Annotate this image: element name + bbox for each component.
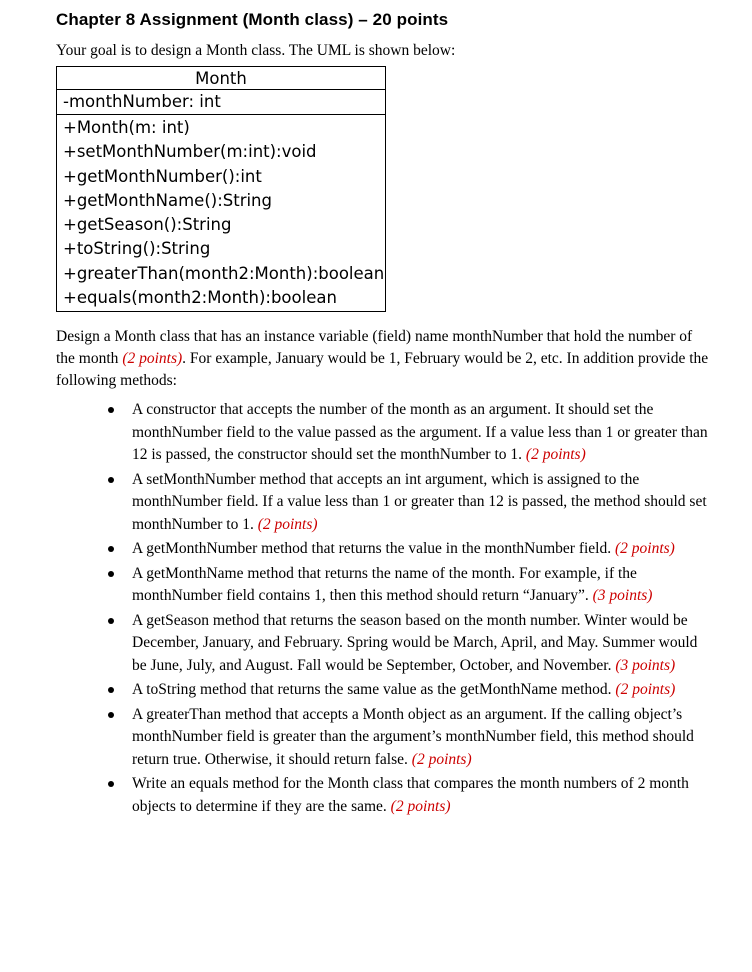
intro-text: Your goal is to design a Month class. The UML is shown below: (56, 42, 456, 59)
uml-field: -monthNumber: int (63, 92, 221, 111)
list-item (108, 399, 712, 467)
points-label: (3 points) (615, 656, 676, 674)
uml-method: +getMonthNumber():int (63, 166, 262, 186)
uml-class-diagram (56, 66, 386, 312)
points-label: (3 points) (592, 587, 653, 605)
list-item (108, 679, 712, 702)
item-text: A toString method that returns the same value as the getMonthName method. (132, 681, 616, 699)
item-text: Write an equals method for the Month class that compares the month numbers of 2 month objects to determine if they are the same. (132, 775, 689, 815)
points-label: (2 points) (614, 540, 675, 558)
item-text: A greaterThan method that accepts a Month object as an argument. If the calling object’s monthNumber field is greater than the argument’s monthNumber field, this method should return true. Otherwise, it should return false. (132, 705, 694, 768)
points-label: (2 points) (615, 681, 676, 699)
uml-method: +setMonthNumber(m:int):void (63, 142, 317, 162)
points-label: (2 points) (257, 515, 318, 533)
item-text: A getSeason method that returns the season based on the month number. Winter would be December, January, and February. Spring would be March, April, and May. Summer would be June, July, and August. Fall would be September, October, and November. (132, 611, 698, 674)
bullet-icon (108, 407, 114, 413)
assignment-title: Chapter 8 Assignment (Month class) – 20 points (56, 10, 449, 29)
uml-method: +getMonthName():String (63, 190, 272, 210)
points-label: (2 points) (390, 797, 451, 815)
description-paragraph (56, 326, 712, 391)
points-label: (2 points) (525, 446, 586, 464)
list-item (108, 469, 712, 537)
points-label: (2 points) (411, 750, 472, 768)
description-text-2: . For example, January would be 1, February would be 2, etc. In addition provide the following methods: (56, 350, 709, 389)
uml-method: +equals(month2:Month):boolean (63, 288, 337, 308)
uml-method: +toString():String (63, 239, 211, 259)
list-item (108, 610, 712, 678)
bullet-icon (108, 571, 114, 577)
bullet-icon (108, 618, 114, 624)
list-item (108, 704, 712, 772)
bullet-icon (108, 687, 114, 693)
bullet-icon (108, 712, 114, 718)
list-item (108, 563, 712, 608)
uml-method: +greaterThan(month2:Month):boolean (63, 263, 385, 283)
uml-methods (57, 115, 385, 311)
item-text: A getMonthName method that returns the name of the month. For example, if the monthNumber field contains 1, then this method should return “January”. (132, 564, 637, 605)
list-item (108, 773, 712, 818)
uml-class-name: Month (57, 67, 385, 90)
bullet-icon (108, 781, 114, 787)
list-item (108, 538, 712, 561)
item-text: A constructor that accepts the number of the month as an argument. It should set the monthNumber field to the value passed as the argument. If a value less than 1 or greater than 12 is passed, the constructor should set the monthNumber to 1. (132, 401, 708, 464)
item-text: A getMonthNumber method that returns the value in the monthNumber field. (132, 540, 615, 558)
bullet-icon (108, 546, 114, 552)
description-text-1: Design a Month class that has an instance variable (field) name monthNumber that hold the number of the month (56, 328, 693, 368)
uml-method: +Month(m: int) (63, 118, 190, 137)
points-label: (2 points) (122, 350, 183, 368)
requirements-list (56, 399, 712, 818)
item-text: A setMonthNumber method that accepts an int argument, which is assigned to the monthNumber field. If a value less than 1 or greater than 12 is passed, the method should set monthNumber to 1. (132, 470, 707, 533)
uml-fields (57, 90, 385, 115)
uml-method: +getSeason():String (63, 215, 232, 235)
bullet-icon (108, 477, 114, 483)
